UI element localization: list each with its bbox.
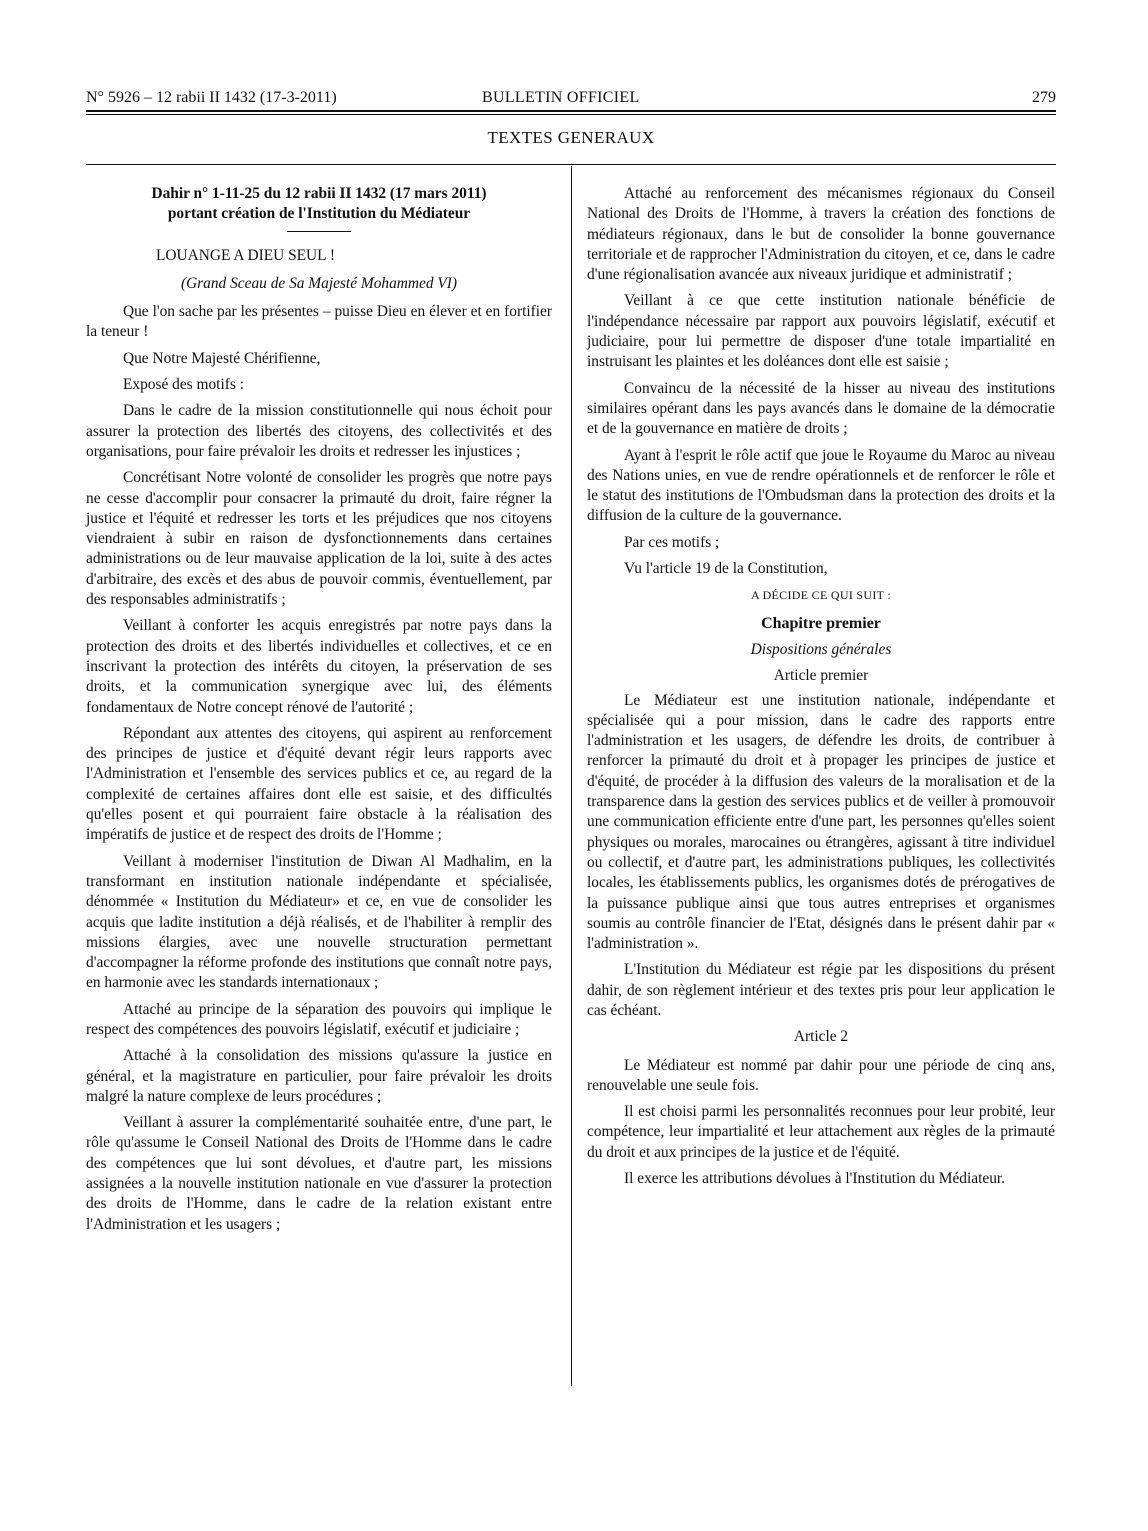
- article-heading: Article premier: [773, 667, 869, 685]
- dahir-title-line1: Dahir n° 1-11-25 du 12 rabii II 1432 (17 mars 2011): [151, 185, 487, 202]
- paragraph: Attaché au principe de la séparation des pouvoirs qui implique le respect des compétences des pouvoirs législatif, exécutif et judiciaire ;: [86, 1000, 552, 1038]
- issue-number: N° 5926 – 12 rabii II 1432 (17-3-2011): [86, 89, 337, 106]
- paragraph: Attaché à la consolidation des missions qu'assure la justice en général, et la magistrature en particulier, pour faire prévaloir les droits malgré la nature complexe de leurs procédures ;: [86, 1047, 552, 1105]
- paragraph: Veillant à moderniser l'institution de Diwan Al Madhalim, en la transformant en institution nationale indépendante et spécialisée, dénommée « Institution du Médiateur» et ce, en vue de consolider les acquis que ladite institution a déjà réalisés, et de l'habiliter à remplir des missions élargies, avec une nouvelle structuration permettant d'accompagner la réforme profonde des institutions que connaît notre pays, en harmonie avec les standards internationaux ;: [86, 852, 552, 992]
- paragraph: Ayant à l'esprit le rôle actif que joue le Royaume du Maroc au niveau des Nations unies, en vue de rendre opérationnels et de renforcer le rôle et le statut des institutions de l'Ombudsman dans la protection des droits et la diffusion de la culture de la gouvernance.: [587, 446, 1055, 525]
- running-header: [86, 88, 1056, 110]
- paragraph: Que l'on sache par les présentes – puisse Dieu en élever et en fortifier la teneur !: [86, 303, 552, 341]
- royal-seal: (Grand Sceau de Sa Majesté Mohammed VI): [180, 274, 458, 292]
- paragraph: Que Notre Majesté Chérifienne,: [123, 349, 321, 367]
- article-heading: Article 2: [793, 1028, 849, 1046]
- column-divider: [571, 166, 572, 1386]
- paragraph: Le Médiateur est une institution nationale, indépendante et spécialisée qui a pour mission, dans le cadre des rapports entre l'administration et les usagers, de défendre les droits, de contribuer à renforcer la primauté du droit et à propager les principes de justice et d'équité, de procéder à la diffusion des valeurs de la moralisation et de la transparence dans la gestion des services publics et de veiller à promouvoir une communication efficiente entre d'une part, les personnes qu'elles soient physiques ou morales, marocaines ou étrangères, agissant à titre individuel ou collectif, et d'autre part, les administrations publiques, les collectivités locales, les établissements publics, les organismes dotés de prérogatives de la puissance publique ainsi que tous autres entreprises et organismes soumis au contrôle financier de l'Etat, désignés dans le présent dahir par « l'administration ».: [587, 691, 1055, 953]
- section-title: TEXTES GENERAUX: [487, 128, 655, 147]
- publication-title: BULLETIN OFFICIEL: [482, 89, 640, 106]
- paragraph: Répondant aux attentes des citoyens, qui aspirent au renforcement des principes de justice et d'équité devant régir leurs rapports avec l'Administration et l'ensemble des services publics et ce, au regard de la complexité de certaines affaires dont elle est saisie, et des difficultés qu'elles posent et qui pourraient faire obstacle à la réalisation des impératifs de justice et de respect des droits de l'Homme ;: [86, 724, 552, 844]
- paragraph: Veillant à conforter les acquis enregistrés par notre pays dans la protection des droits et des libertés individuelles et collectives, et ce en inscrivant la protection des intérêts du citoyen, la préservation de ses droits, et la communication synergique avec lui, des éléments fondamentaux de Notre concept rénové de l'autorité ;: [86, 617, 552, 716]
- right-column: [587, 184, 1055, 1195]
- header-rule-thin: [86, 114, 1056, 115]
- paragraph: Exposé des motifs :: [123, 376, 244, 394]
- header-rule: [86, 110, 1056, 112]
- paragraph: Concrétisant Notre volonté de consolider les progrès que notre pays ne cesse d'accomplir pour consacrer la primauté du droit, faire régner la justice et l'équité et redresser les torts et les préjudices que nos citoyens viendraient à subir en raison de dysfonctionnements dans certaines administrations ou de leur mauvaise application de la loi, suite à des actes d'arbitraire, des excès et des abus de pouvoir commis, éventuellement, par des responsables administratifs ;: [86, 469, 552, 609]
- page-number: 279: [1032, 89, 1056, 106]
- paragraph: Attaché au renforcement des mécanismes régionaux du Conseil National des Droits de l'Homme, à travers la création des fonctions de médiateurs régionaux, dans le but de consolider la bonne gouvernance territoriale et de rapprocher l'Administration du citoyen, et ce, dans le cadre d'une régionalisation avancée aux niveaux juridique et administratif ;: [587, 185, 1055, 284]
- paragraph: Vu l'article 19 de la Constitution,: [624, 560, 828, 578]
- paragraph: Veillant à ce que cette institution nationale bénéficie de l'indépendance nécessaire par rapport aux pouvoirs législatif, exécutif et judiciaire, pour lui permettre de disposer d'une totale impartialité en instruisant les plaintes et les doléances dont elle est saisie ;: [587, 292, 1055, 371]
- section-rule: [86, 164, 1056, 165]
- invocation: LOUANGE A DIEU SEUL !: [156, 246, 335, 264]
- paragraph: Par ces motifs ;: [624, 533, 720, 551]
- title-rule: [287, 231, 351, 232]
- paragraph: Convaincu de la nécessité de la hisser au niveau des institutions similaires opérant dans les pays avancés dans le domaine de la démocratie et de la gouvernance en matière de droits ;: [587, 379, 1055, 438]
- paragraph: Il exerce les attributions dévolues à l'Institution du Médiateur.: [624, 1170, 1006, 1188]
- chapter-heading: Chapitre premier: [761, 614, 881, 632]
- chapter-subtitle: Dispositions générales: [750, 640, 892, 658]
- dahir-title: [86, 184, 552, 225]
- paragraph: L'Institution du Médiateur est régie par les dispositions du présent dahir, de son règlement intérieur et des textes pris pour leur application le cas échéant.: [587, 961, 1055, 1019]
- left-column: [86, 184, 552, 1241]
- paragraph: Il est choisi parmi les personnalités reconnues pour leur probité, leur compétence, leur impartialité et leur attachement aux règles de la primauté du droit et aux principes de la justice et de l'équité.: [587, 1103, 1055, 1161]
- paragraph: Le Médiateur est nommé par dahir pour une période de cinq ans, renouvelable une seule fois.: [587, 1056, 1055, 1094]
- paragraph: Dans le cadre de la mission constitutionnelle qui nous échoit pour assurer la protection des libertés des citoyens, des collectivités et des organisations, pour faire prévaloir les droits et redresser les injustices ;: [86, 402, 552, 460]
- paragraph: Veillant à assurer la complémentarité souhaitée entre, d'une part, le rôle qu'assume le Conseil National des Droits de l'Homme dans le cadre des compétences que lui sont dévolues, et d'autre part, les missions assignées a la nouvelle institution nationale en vue d'assurer la protection des droits de l'Homme, dans le cadre de la relation existant entre l'Administration et les usagers ;: [86, 1114, 552, 1233]
- dahir-title-line2: portant création de l'Institution du Médiateur: [167, 205, 471, 223]
- decision-heading: A DÉCIDE CE QUI SUIT :: [750, 588, 892, 603]
